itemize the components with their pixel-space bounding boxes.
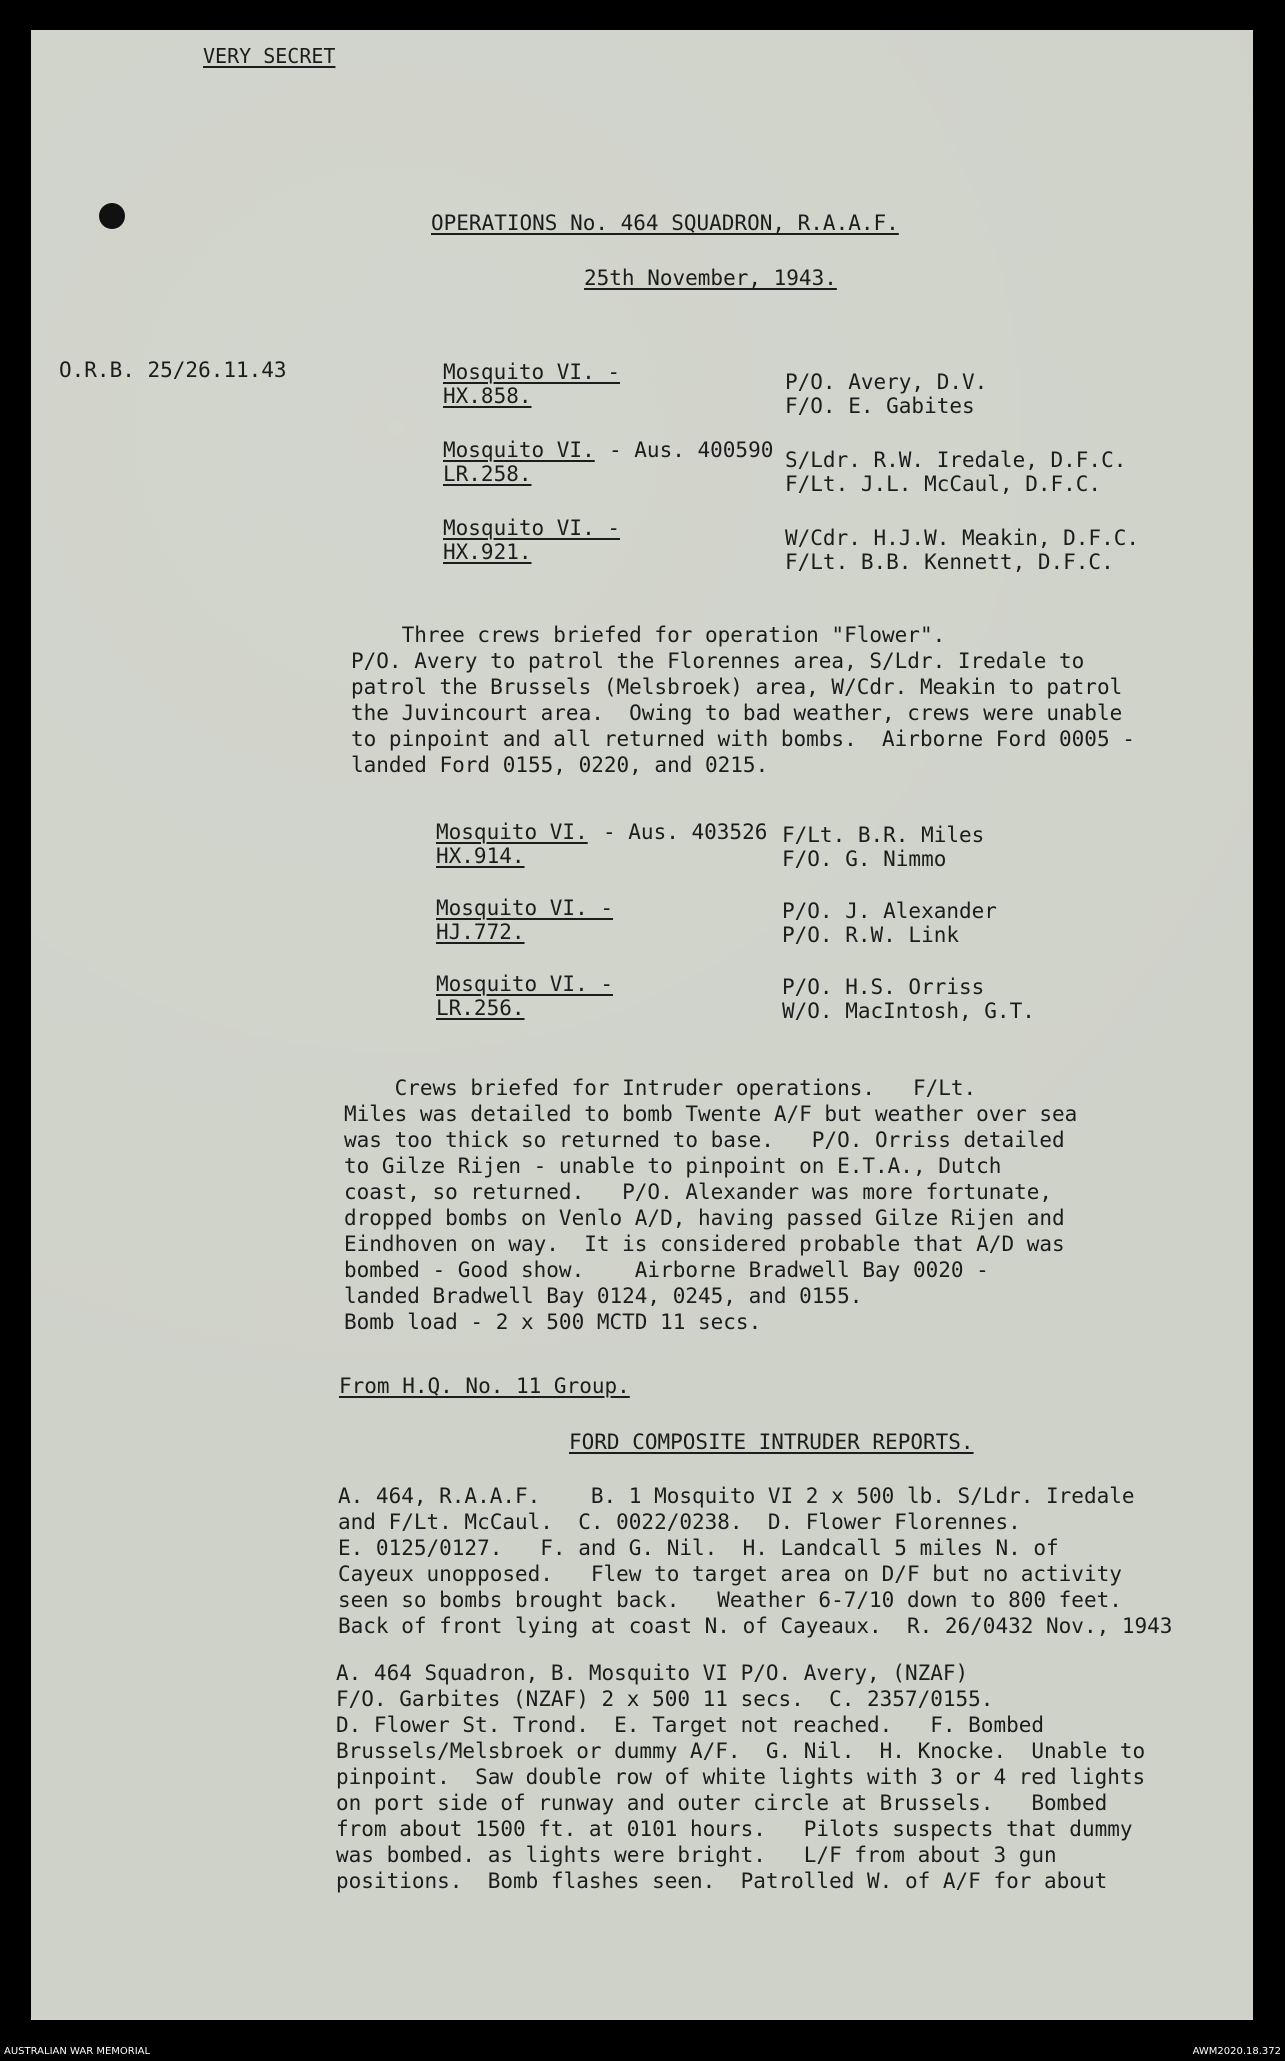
aircraft-serial: HX.858.	[443, 384, 532, 408]
text-line: E. 0125/0127. F. and G. Nil. H. Landcall 5 miles N. of	[338, 1536, 1059, 1560]
text-line: Crews briefed for Intruder operations. F/Lt.	[344, 1076, 977, 1100]
source-heading: From H.Q. No. 11 Group.	[339, 1374, 630, 1398]
text-line: Brussels/Melsbroek or dummy A/F. G. Nil. H. Knocke. Unable to	[336, 1739, 1146, 1763]
text-line: A. 464, R.A.A.F. B. 1 Mosquito VI 2 x 500 lb. S/Ldr. Iredale	[338, 1484, 1135, 1508]
narrative-paragraph-2	[344, 1075, 1077, 1335]
crew-member: S/Ldr. R.W. Iredale, D.F.C.	[785, 448, 1127, 472]
footer-institution: AUSTRALIAN WAR MEMORIAL	[4, 2046, 151, 2057]
aircraft-serial: HX.921.	[443, 540, 532, 564]
aircraft-type: Mosquito VI. -	[443, 516, 621, 540]
service-number: - Aus. 403526	[603, 820, 768, 844]
text-line: Bomb load - 2 x 500 MCTD 11 secs.	[344, 1310, 762, 1334]
text-line: positions. Bomb flashes seen. Patrolled W. of A/F for about	[336, 1869, 1108, 1893]
narrative-paragraph-1	[351, 622, 1135, 778]
text-line: coast, so returned. P/O. Alexander was more fortunate,	[344, 1180, 1053, 1204]
text-line: landed Ford 0155, 0220, and 0215.	[351, 753, 769, 777]
crew-member: P/O. R.W. Link	[782, 923, 960, 947]
text-line: Three crews briefed for operation "Flower".	[351, 623, 946, 647]
aircraft-type: Mosquito VI.	[436, 820, 588, 844]
crew-member: F/Lt. J.L. McCaul, D.F.C.	[785, 472, 1102, 496]
aircraft-serial: LR.258.	[443, 462, 532, 486]
text-line: Back of front lying at coast N. of Cayeaux. R. 26/0432 Nov., 1943	[338, 1614, 1173, 1638]
text-line: seen so bombs brought back. Weather 6-7/10 down to 800 feet.	[338, 1588, 1122, 1612]
text-line: to pinpoint and all returned with bombs. Airborne Ford 0005 -	[351, 727, 1135, 751]
crew-member: W/O. MacIntosh, G.T.	[782, 999, 1035, 1023]
text-line: to Gilze Rijen - unable to pinpoint on E.T.A., Dutch	[344, 1154, 1002, 1178]
text-line: Miles was detailed to bomb Twente A/F but weather over sea	[344, 1102, 1078, 1126]
aircraft-type: Mosquito VI. -	[443, 360, 621, 384]
text-line: pinpoint. Saw double row of white lights with 3 or 4 red lights	[336, 1765, 1146, 1789]
text-line: patrol the Brussels (Melsbroek) area, W/Cdr. Meakin to patrol	[351, 675, 1123, 699]
text-line: A. 464 Squadron, B. Mosquito VI P/O. Avery, (NZAF)	[336, 1661, 969, 1685]
text-line: on port side of runway and outer circle at Brussels. Bombed	[336, 1791, 1108, 1815]
crew-member: P/O. J. Alexander	[782, 899, 997, 923]
text-line: Eindhoven on way. It is considered probable that A/D was	[344, 1232, 1065, 1256]
intruder-report-2	[336, 1660, 1145, 1894]
crew-member: F/Lt. B.B. Kennett, D.F.C.	[785, 550, 1114, 574]
text-line: was bombed. as lights were bright. L/F from about 3 gun	[336, 1843, 1057, 1867]
text-line: bombed - Good show. Airborne Bradwell Bay 0020 -	[344, 1258, 989, 1282]
aircraft-type: Mosquito VI.	[443, 438, 595, 462]
classification-label: VERY SECRET	[203, 44, 336, 68]
text-line: was too thick so returned to base. P/O. Orriss detailed	[344, 1128, 1065, 1152]
document-date: 25th November, 1943.	[584, 266, 837, 290]
footer-accession-number: AWM2020.18.372	[1192, 2046, 1281, 2057]
crew-member: F/O. E. Gabites	[785, 394, 975, 418]
text-line: dropped bombs on Venlo A/D, having passed Gilze Rijen and	[344, 1206, 1065, 1230]
aircraft-serial: LR.256.	[436, 996, 525, 1020]
text-line: P/O. Avery to patrol the Florennes area, S/Ldr. Iredale to	[351, 649, 1085, 673]
orb-reference: O.R.B. 25/26.11.43	[59, 358, 287, 382]
text-line: landed Bradwell Bay 0124, 0245, and 0155.	[344, 1284, 863, 1308]
crew-member: P/O. Avery, D.V.	[785, 370, 988, 394]
document-title: OPERATIONS No. 464 SQUADRON, R.A.A.F.	[431, 211, 899, 235]
document-page	[31, 30, 1253, 2020]
text-line: F/O. Garbites (NZAF) 2 x 500 11 secs. C. 2357/0155.	[336, 1687, 994, 1711]
aircraft-type: Mosquito VI. -	[436, 972, 614, 996]
report-title: FORD COMPOSITE INTRUDER REPORTS.	[569, 1430, 974, 1454]
aircraft-type: Mosquito VI. -	[436, 896, 614, 920]
text-line: the Juvincourt area. Owing to bad weather, crews were unable	[351, 701, 1123, 725]
text-line: D. Flower St. Trond. E. Target not reached. F. Bombed	[336, 1713, 1045, 1737]
crew-member: F/O. G. Nimmo	[782, 847, 947, 871]
aircraft-serial: HJ.772.	[436, 920, 525, 944]
punch-hole	[99, 203, 125, 229]
text-line: Cayeux unopposed. Flew to target area on D/F but no activity	[338, 1562, 1122, 1586]
aircraft-serial: HX.914.	[436, 844, 525, 868]
crew-member: F/Lt. B.R. Miles	[782, 823, 985, 847]
intruder-report-1	[338, 1483, 1172, 1639]
crew-member: P/O. H.S. Orriss	[782, 975, 985, 999]
text-line: from about 1500 ft. at 0101 hours. Pilots suspects that dummy	[336, 1817, 1133, 1841]
crew-member: W/Cdr. H.J.W. Meakin, D.F.C.	[785, 526, 1140, 550]
text-line: and F/Lt. McCaul. C. 0022/0238. D. Flower Florennes.	[338, 1510, 1021, 1534]
service-number: - Aus. 400590	[609, 438, 774, 462]
